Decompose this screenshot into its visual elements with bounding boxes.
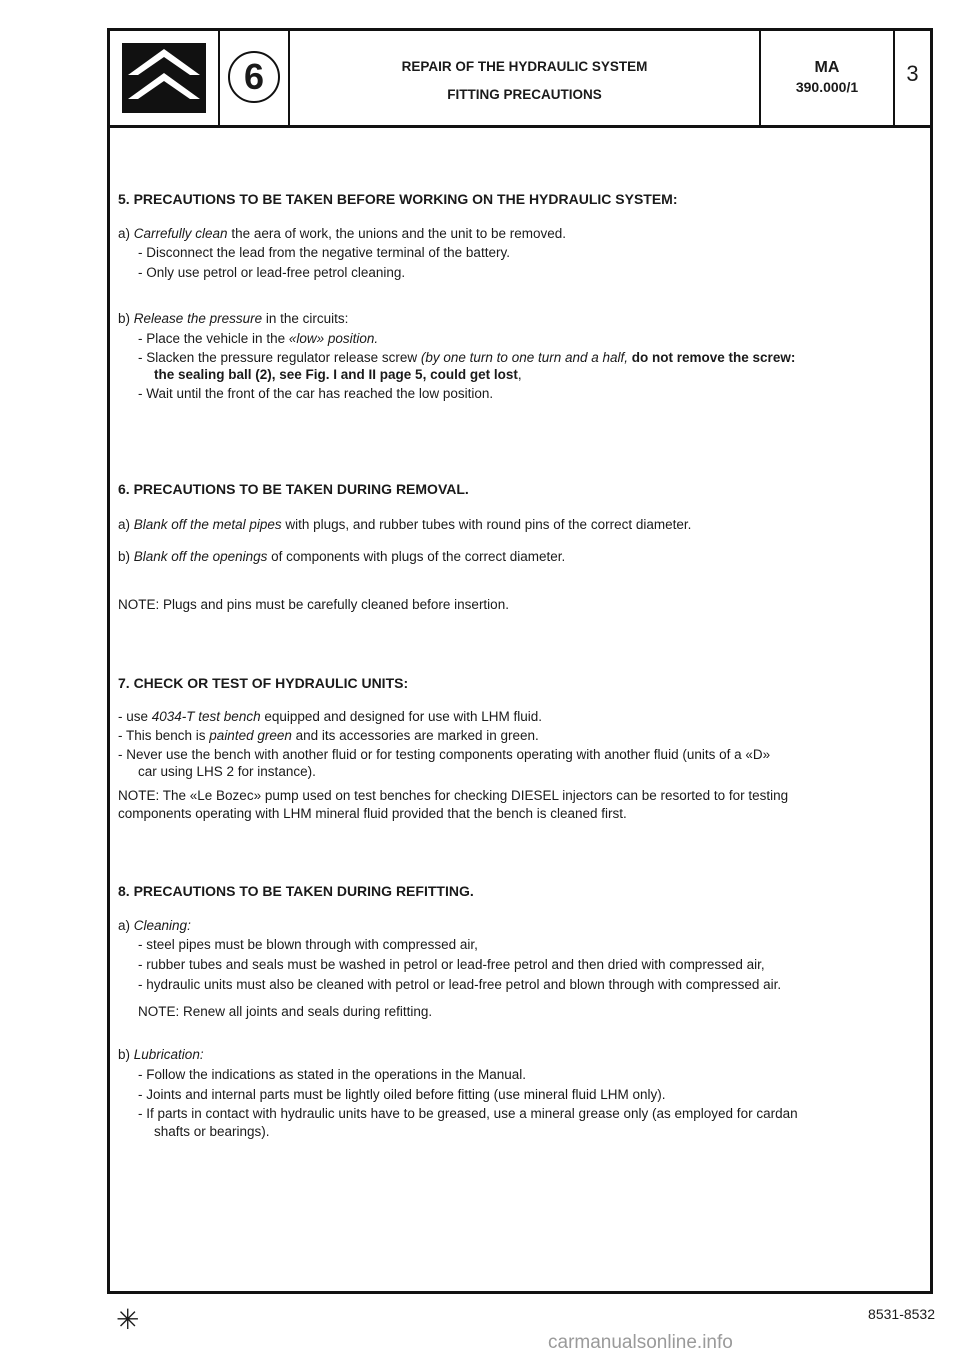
- section-8-a-sub1: - steel pipes must be blown through with compressed air,: [138, 937, 478, 952]
- header-bar: [110, 31, 930, 128]
- page-subtitle: FITTING PRECAUTIONS: [447, 87, 602, 102]
- section-5-title: 5. PRECAUTIONS TO BE TAKEN BEFORE WORKING ON THE HYDRAULIC SYSTEM:: [118, 191, 678, 207]
- section-5-item-b: b) Release the pressure in the circuits:: [118, 311, 349, 326]
- section-number: 6: [228, 51, 280, 103]
- watermark: carmanualsonline.info: [548, 1332, 733, 1353]
- logo-cell: [110, 31, 220, 125]
- section-6-item-b: b) Blank off the openings of components with plugs of the correct diameter.: [118, 549, 566, 564]
- page-number-cell: [895, 31, 930, 125]
- chevron-logo-icon: [122, 43, 206, 113]
- section-8-a-note: NOTE: Renew all joints and seals during refitting.: [138, 1004, 433, 1019]
- section-8-a-sub2: - rubber tubes and seals must be washed in petrol or lead-free petrol and then dried with compressed air,: [138, 957, 765, 972]
- section-8-a-sub3: - hydraulic units must also be cleaned with petrol or lead-free petrol and blown through with compressed air.: [138, 977, 782, 992]
- section-7-line-3-cont: car using LHS 2 for instance).: [138, 764, 316, 779]
- section-5-item-a: a) Carrefully clean the aera of work, the unions and the unit to be removed.: [118, 226, 567, 241]
- section-5-b-sub2-cont: the sealing ball (2), see Fig. I and II page 5, could get lost,: [154, 367, 522, 382]
- section-8-item-b: b) Lubrication:: [118, 1047, 204, 1062]
- section-7-title: 7. CHECK OR TEST OF HYDRAULIC UNITS:: [118, 675, 409, 691]
- asterisk-icon: ✳: [116, 1304, 140, 1335]
- section-8-title: 8. PRECAUTIONS TO BE TAKEN DURING REFITTING.: [118, 883, 474, 899]
- section-6-item-a: a) Blank off the metal pipes with plugs, and rubber tubes with round pins of the correct diameter.: [118, 517, 692, 532]
- section-5-b-sub3: - Wait until the front of the car has reached the low position.: [138, 386, 494, 401]
- footer-code: 8531-8532: [868, 1306, 935, 1322]
- section-8-b-sub3: - If parts in contact with hydraulic units have to be greased, use a mineral grease only (as employed for cardan: [138, 1106, 798, 1121]
- reference-cell: [761, 31, 895, 125]
- title-cell: [290, 31, 761, 125]
- page-title: REPAIR OF THE HYDRAULIC SYSTEM: [401, 59, 648, 74]
- page-frame: [107, 28, 933, 1294]
- section-5-a-sub2: - Only use petrol or lead-free petrol cleaning.: [138, 265, 406, 280]
- section-7-note-line-2: components operating with LHM mineral fluid provided that the bench is cleaned first.: [118, 806, 627, 821]
- section-7-line-3: - Never use the bench with another fluid or for testing components operating with another fluid (units of a «D»: [118, 747, 771, 762]
- reference-code: MA: [814, 59, 840, 76]
- section-5-b-sub1: - Place the vehicle in the «low» position.: [138, 331, 379, 346]
- section-7-line-2: - This bench is painted green and its accessories are marked in green.: [118, 728, 539, 743]
- section-7-line-1: - use 4034-T test bench equipped and designed for use with LHM fluid.: [118, 709, 543, 724]
- reference-number: 390.000/1: [795, 79, 859, 95]
- section-8-b-sub1: - Follow the indications as stated in the operations in the Manual.: [138, 1067, 526, 1082]
- section-5-b-sub2: - Slacken the pressure regulator release screw (by one turn to one turn and a half, do not remove the screw:: [138, 350, 796, 365]
- section-number-cell: [220, 31, 290, 125]
- section-8-b-sub3-cont: shafts or bearings).: [154, 1124, 270, 1139]
- section-8-b-sub2: - Joints and internal parts must be lightly oiled before fitting (use mineral fluid LHM only).: [138, 1087, 666, 1102]
- page-number: 3: [906, 61, 919, 86]
- section-8-item-a: a) Cleaning:: [118, 918, 191, 933]
- section-5-a-sub1: - Disconnect the lead from the negative terminal of the battery.: [138, 245, 510, 260]
- section-6-title: 6. PRECAUTIONS TO BE TAKEN DURING REMOVAL.: [118, 481, 469, 497]
- section-7-note-line-1: NOTE: The «Le Bozec» pump used on test benches for checking DIESEL injectors can be resorted to for testing: [118, 788, 789, 803]
- section-6-note: NOTE: Plugs and pins must be carefully cleaned before insertion.: [118, 597, 509, 612]
